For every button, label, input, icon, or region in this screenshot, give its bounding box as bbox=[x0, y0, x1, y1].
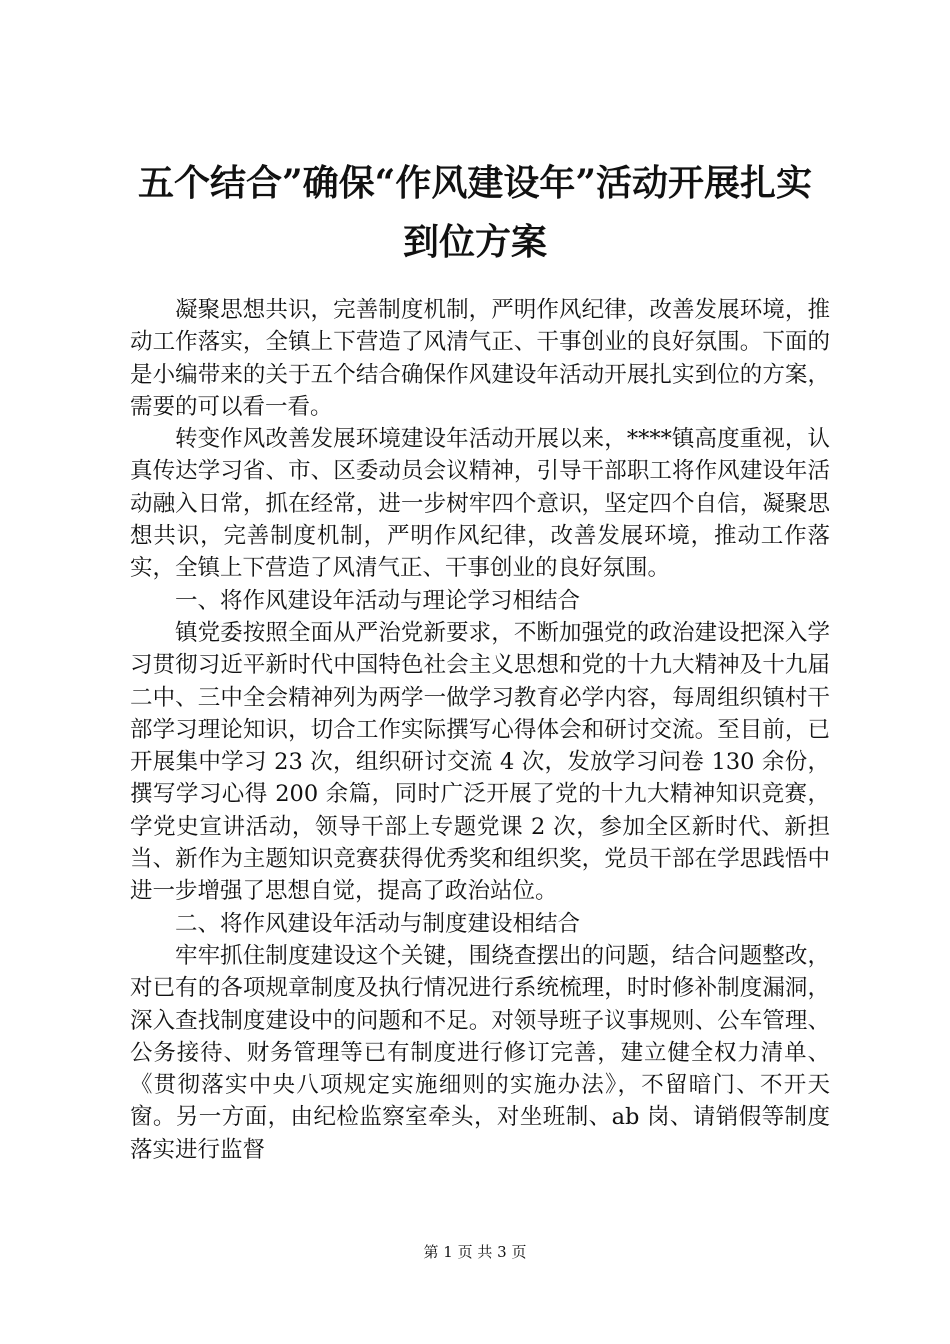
section1-heading: 一、将作风建设年活动与理论学习相结合 bbox=[175, 587, 581, 614]
background-paragraph: 转变作风改善发展环境建设年活动开展以来，****镇高度重视，认真传达学习省、市、区委动员会议精神，引导干部职工将作风建设年活动融入日常，抓在经常，进一步树牢四个意识，坚定四个自信，凝聚思想共识，完善制度机制，严明作风纪律，改善发展环境，推动工作落实，全镇上下营造了风清气正、干事创业的良好氛围。 bbox=[130, 426, 830, 582]
page-footer: 第 1 页 共 3 页 bbox=[423, 1243, 527, 1261]
document-title-line1: 五个结合”确保“作风建设年”活动开展扎实 bbox=[137, 162, 813, 204]
section2-heading: 二、将作风建设年活动与制度建设相结合 bbox=[175, 910, 581, 937]
section1-paragraph: 镇党委按照全面从严治党新要求，不断加强党的政治建设把深入学习贯彻习近平新时代中国特色社会主义思想和党的十九大精神及十九届二中、三中全会精神列为两学一做学习教育必学内容，每周组织镇村干部学习理论知识，切合工作实际撰写心得体会和研讨交流。至目前，已开展集中学习 23 次，组织研讨交流 4 次，发放学习问卷 130 余份，撰写学习心得 200 余篇，同时广泛开展了党的十九大精神知识竞赛，学党史宣讲活动，领导干部上专题党课 2 次，参加全区新时代、新担当、新作为主题知识竞赛获得优秀奖和组织奖，党员干部在学思践悟中进一步增强了思想自觉，提高了政治站位。 bbox=[130, 619, 830, 905]
document-title-line2: 到位方案 bbox=[402, 221, 547, 263]
document-body bbox=[130, 294, 830, 1166]
intro-paragraph: 凝聚思想共识，完善制度机制，严明作风纪律，改善发展环境，推动工作落实，全镇上下营造了风清气正、干事创业的良好氛围。下面的是小编带来的关于五个结合确保作风建设年活动开展扎实到位的方案，需要的可以看一看。 bbox=[130, 297, 830, 420]
section2-paragraph: 牢牢抓住制度建设这个关键，围绕查摆出的问题，结合问题整改，对已有的各项规章制度及执行情况进行系统梳理，时时修补制度漏洞，深入查找制度建设中的问题和不足。对领导班子议事规则、公车管理、公务接待、财务管理等已有制度进行修订完善，建立健全权力清单、《贯彻落实中央八项规定实施细则的实施办法》，不留暗门、不开天窗。另一方面，由纪检监察室牵头，对坐班制、ab 岗、请销假等制度落实进行监督 bbox=[130, 942, 830, 1163]
